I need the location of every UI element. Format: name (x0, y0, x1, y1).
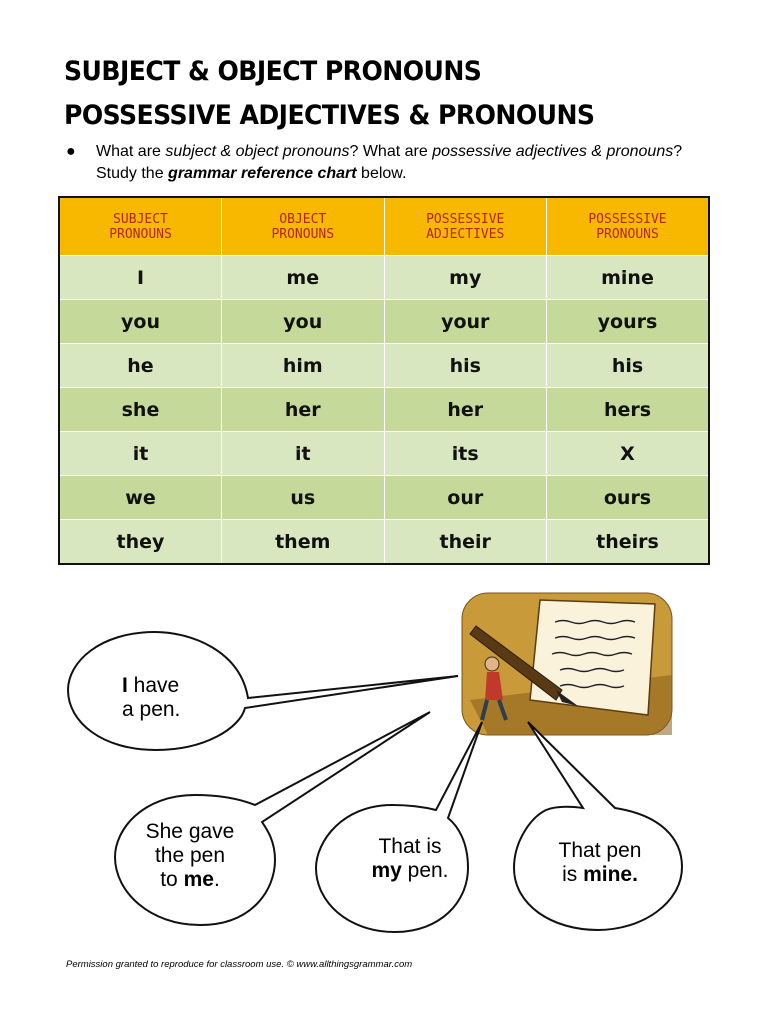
table-cell: her (222, 388, 385, 432)
table-cell: we (59, 476, 222, 520)
intro-paragraph (66, 141, 716, 185)
table-cell: our (384, 476, 547, 520)
table-cell: its (384, 432, 547, 476)
table-cell: mine (547, 256, 710, 300)
speech-bubbles-illustration (0, 585, 768, 955)
table-cell: them (222, 520, 385, 565)
table-cell: he (59, 344, 222, 388)
page-title-line-2: POSSESSIVE ADJECTIVES & PRONOUNS (64, 100, 595, 131)
table-cell: us (222, 476, 385, 520)
table-cell: her (384, 388, 547, 432)
intro-text-italic: possessive adjectives & pronouns (432, 143, 674, 160)
table-row (59, 256, 709, 300)
speech-bubble-4-text: That pen is mine. (558, 839, 642, 886)
speech-bubble-2-text: She gave the pen to me. (145, 820, 235, 891)
table-cell: I (59, 256, 222, 300)
table-cell: his (547, 344, 710, 388)
table-cell: my (384, 256, 547, 300)
table-row (59, 344, 709, 388)
table-cell: you (222, 300, 385, 344)
speech-bubble-3-text: That is my pen. (371, 835, 449, 882)
table-row (59, 520, 709, 565)
column-header-subject-pronouns: SUBJECT PRONOUNS (59, 197, 222, 256)
footer-copyright: Permission granted to reproduce for classroom use. © www.allthingsgrammar.com (66, 959, 413, 970)
table-cell: his (384, 344, 547, 388)
table-cell: ours (547, 476, 710, 520)
table-cell: me (222, 256, 385, 300)
intro-text-part: ? What are (349, 143, 433, 160)
table-cell: their (384, 520, 547, 565)
intro-text-part: What are (96, 143, 166, 160)
table-cell: him (222, 344, 385, 388)
page-title-line-1: SUBJECT & OBJECT PRONOUNS (64, 56, 482, 87)
table-header-row (59, 197, 709, 256)
speech-bubble-3 (316, 722, 482, 932)
table-cell: you (59, 300, 222, 344)
speech-bubble-1-text: I have a pen. (122, 674, 181, 721)
table-cell: yours (547, 300, 710, 344)
writer-with-giant-pen-icon (462, 593, 672, 735)
intro-text-part: ? Study the (96, 143, 683, 182)
table-cell: it (59, 432, 222, 476)
table-cell: she (59, 388, 222, 432)
table-cell: X (547, 432, 710, 476)
table-cell: theirs (547, 520, 710, 565)
table-row (59, 476, 709, 520)
speech-bubble-4 (514, 722, 682, 930)
table-row (59, 388, 709, 432)
intro-text-italic: subject & object pronouns (165, 143, 350, 160)
intro-text (96, 141, 716, 185)
column-header-possessive-pronouns: POSSESSIVE PRONOUNS (547, 197, 710, 256)
table-cell: your (384, 300, 547, 344)
table-cell: they (59, 520, 222, 565)
table-row (59, 432, 709, 476)
column-header-object-pronouns: OBJECT PRONOUNS (222, 197, 385, 256)
intro-text-part: below. (356, 165, 407, 182)
intro-text-bold-italic: grammar reference chart (168, 165, 357, 182)
table-cell: hers (547, 388, 710, 432)
table-row (59, 300, 709, 344)
column-header-possessive-adjectives: POSSESSIVE ADJECTIVES (384, 197, 547, 256)
grammar-reference-chart (58, 196, 710, 565)
table-cell: it (222, 432, 385, 476)
bullet-icon: ● (66, 143, 76, 160)
